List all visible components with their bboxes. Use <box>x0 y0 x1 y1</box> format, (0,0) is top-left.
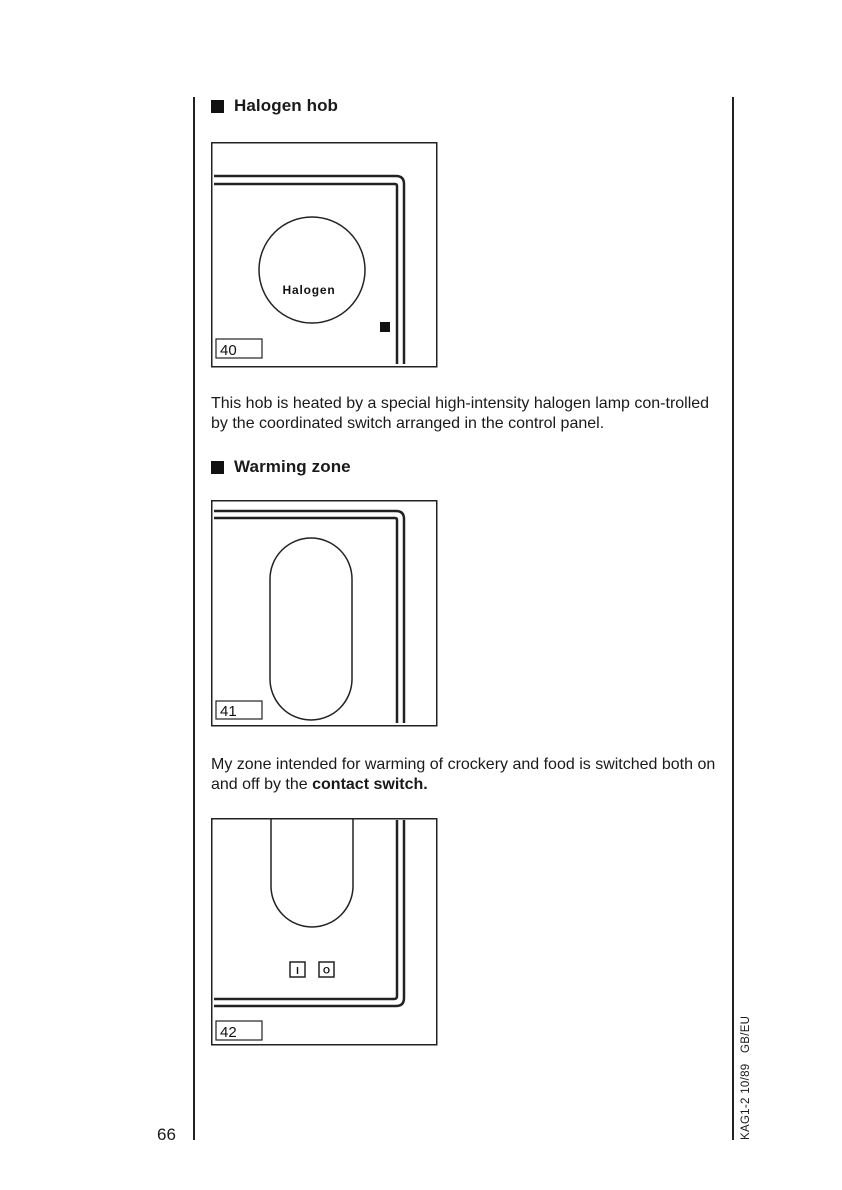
warming-zone-description <box>211 755 721 795</box>
halogen-zone-label: Halogen <box>282 283 336 297</box>
figure-40-halogen-hob <box>211 142 441 370</box>
heading-text: Warming zone <box>234 457 351 476</box>
figure-number: 42 <box>220 1024 237 1041</box>
section-heading-halogen-hob <box>211 96 338 116</box>
heading-bullet <box>211 100 224 113</box>
switch-off-symbol: O <box>322 965 331 976</box>
section-heading-warming-zone <box>211 457 351 477</box>
indicator-light <box>380 322 390 332</box>
right-margin-rule <box>732 97 734 1140</box>
page-number: 66 <box>157 1125 176 1144</box>
figure-number: 40 <box>220 342 237 359</box>
left-margin-rule <box>193 97 195 1140</box>
halogen-hob-description: This hob is heated by a special high-intensity halogen lamp con-trolled by the coordinated switch arranged in the control panel. <box>211 395 710 432</box>
figure-number: 41 <box>220 703 237 720</box>
region-code-text: GB/EU <box>740 1015 752 1054</box>
document-code <box>740 1016 752 1140</box>
warming-zone-diagram <box>211 500 441 728</box>
heading-bullet <box>211 461 224 474</box>
heading-text: Halogen hob <box>234 96 339 115</box>
figure-41-warming-zone <box>211 500 441 728</box>
switch-on-symbol: I <box>296 966 299 977</box>
halogen-hob-diagram <box>211 142 441 370</box>
warming-zone-text: My zone intended for warming of crockery and food is switched both on and off by the <box>211 756 716 793</box>
contact-switch-term: contact switch. <box>312 776 428 793</box>
contact-switch-diagram <box>211 818 441 1048</box>
document-code-text: KAG1-2 10/89 <box>740 1063 752 1140</box>
figure-42-contact-switch <box>211 818 441 1048</box>
